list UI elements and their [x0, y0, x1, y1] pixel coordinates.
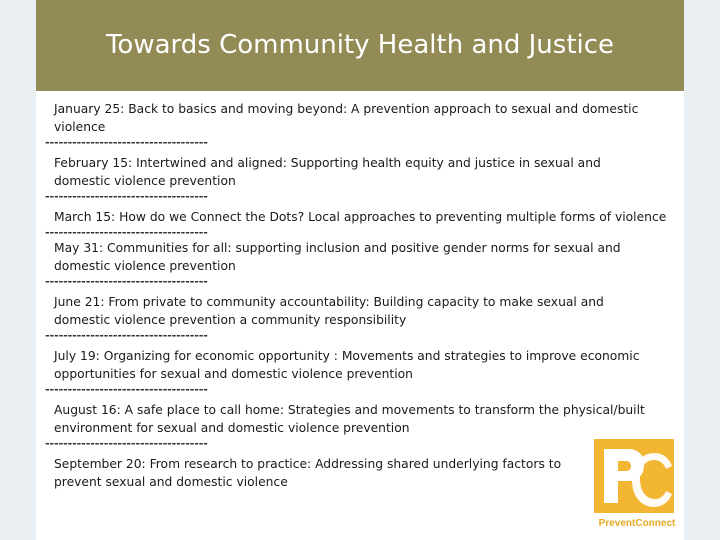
page-title: Towards Community Health and Justice	[105, 29, 615, 60]
schedule-list	[44, 100, 667, 491]
separator: ------------------------------------	[44, 192, 207, 202]
schedule-item-september: September 20: From research to practice: Addressing shared underlying factors to prevent sexual and domestic violence	[54, 457, 562, 489]
separator: ------------------------------------	[44, 331, 207, 341]
schedule-item-january: January 25: Back to basics and moving beyond: A prevention approach to sexual and domestic violence	[54, 102, 639, 134]
separator: ------------------------------------	[44, 385, 207, 395]
schedule-item-august: August 16: A safe place to call home: Strategies and movements to transform the physical/built environment for sexual and domestic violence prevention	[54, 403, 645, 435]
schedule-item-july: July 19: Organizing for economic opportunity : Movements and strategies to improve economic opportunities for sexual and domestic violence prevention	[54, 349, 640, 381]
schedule-item-march: March 15: How do we Connect the Dots? Local approaches to preventing multiple forms of violence	[54, 210, 667, 224]
right-margin	[684, 0, 720, 540]
title-bar	[36, 0, 684, 91]
separator: ------------------------------------	[44, 228, 207, 238]
logo-wordmark: PreventConnect	[598, 518, 676, 529]
left-margin	[0, 0, 36, 540]
schedule-item-june: June 21: From private to community accountability: Building capacity to make sexual and domestic violence prevention a community responsibility	[54, 295, 604, 327]
schedule-item-may: May 31: Communities for all: supporting inclusion and positive gender norms for sexual and domestic violence prevention	[54, 241, 621, 273]
schedule-item-february: February 15: Intertwined and aligned: Supporting health equity and justice in sexual and domestic violence prevention	[54, 156, 601, 188]
logo-pc-mark	[594, 439, 674, 513]
separator: ------------------------------------	[44, 439, 207, 449]
separator: ------------------------------------	[44, 138, 207, 148]
separator: ------------------------------------	[44, 277, 207, 287]
preventconnect-logo	[589, 439, 685, 534]
